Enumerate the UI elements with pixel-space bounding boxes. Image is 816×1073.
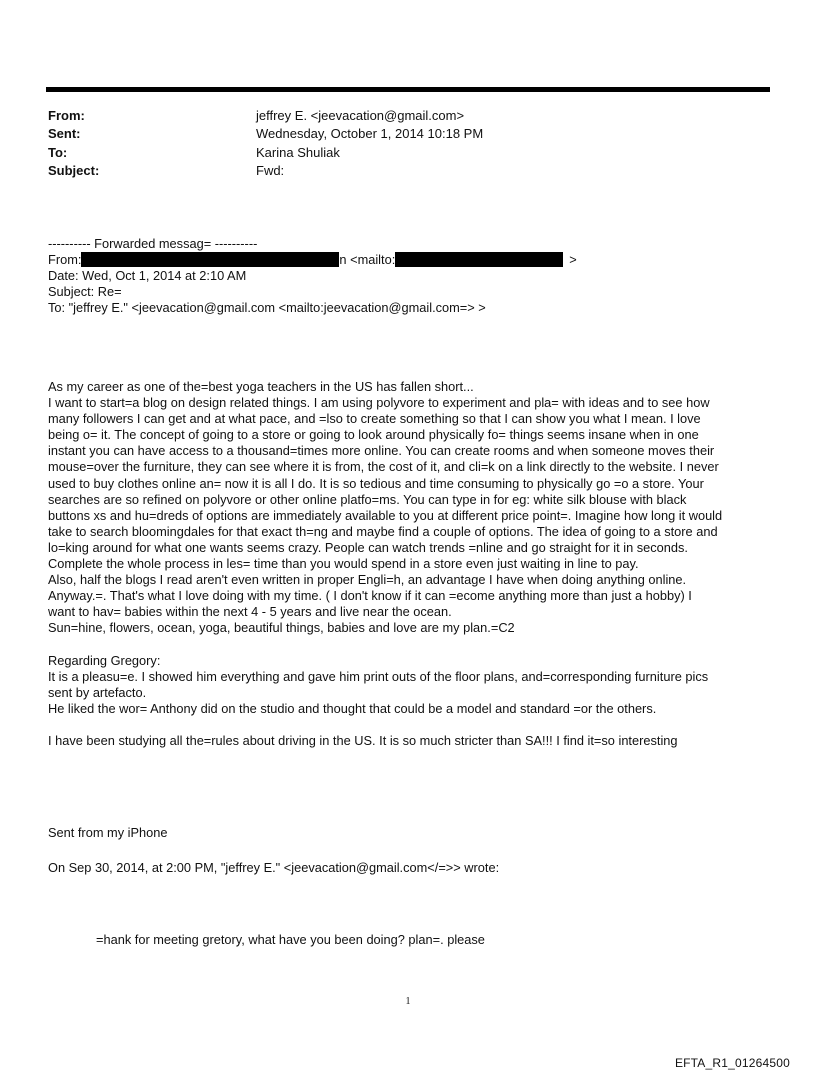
header-rule [46,87,770,92]
to-label: To: [48,145,68,160]
forwarded-from-prefix: From: [48,252,82,268]
page-number: 1 [405,996,411,1007]
body-line: It is a pleasu=e. I showed him everything and gave him print outs of the floor plans, and=corresponding furniture pics [48,668,709,684]
body-line: buttons xs and hu=dreds of options are immediately available to you at different price point=. Imagine how long it would [48,507,723,523]
redaction-block [395,252,563,267]
body-line: Regarding Gregory: [48,652,161,668]
body-line: being o= it. The concept of going to a store or going to look around physically fo= things seems insane when in one [48,427,699,443]
body-line: I want to start=a blog on design related things. I am using polyvore to experiment and pla= with ideas and to see how [48,395,710,411]
body-line: Complete the whole process in les= time than you would spend in a store even just waiting in line to pay. [48,556,639,572]
from-label: From: [48,108,85,123]
body-line: He liked the wor= Anthony did on the studio and thought that could be a model and standard =or the others. [48,700,657,716]
sent-value: Wednesday, October 1, 2014 10:18 PM [256,126,484,141]
forwarded-banner: ---------- Forwarded messag= ---------- [48,236,258,251]
body-line: want to hav= babies within the next 4 - 5 years and live near the ocean. [48,604,452,620]
quoted-message: =hank for meeting gretory, what have you been doing? plan=. please [96,932,485,947]
subject-label: Subject: [48,163,100,178]
body-line: take to search bloomingdales for that exact th=ng and maybe find a couple of options. The idea of going to a store and [48,523,718,539]
body-line: lo=king around for what one wants seems crazy. People can watch trends =nline and go straight for it in seconds. [48,539,688,555]
body-line: used to buy clothes online an= now it is all I do. It is so tedious and time consuming to physically go =o a store. Your [48,475,704,491]
message-body [48,379,773,749]
body-line: searches are so refined on polyvore or other online platfo=ms. You can type in for eg: white silk blouse with black [48,491,687,507]
document-id: EFTA_R1_01264500 [674,1056,790,1070]
forwarded-to: To: "jeffrey E." <jeevacation@gmail.com <mailto:jeevacation@gmail.com=> > [48,300,486,316]
to-value: Karina Shuliak [256,145,340,160]
body-line: I have been studying all the=rules about driving in the US. It is so much stricter than SA!!! I find it=so interesting [48,732,678,748]
forwarded-from [48,252,773,268]
signature: Sent from my iPhone [48,825,168,840]
subject-value: Fwd: [256,163,285,178]
forwarded-from-suffix: > [569,252,577,268]
body-line: Sun=hine, flowers, ocean, yoga, beautiful things, babies and love are my plan.=C2 [48,620,515,636]
redaction-block [81,252,339,267]
body-line: instant you can have access to a thousand=times more online. You can create rooms and when someone moves their [48,443,715,459]
forwarded-subject: Subject: Re= [48,284,122,300]
from-value: jeffrey E. <jeevacation@gmail.com> [256,108,465,123]
forwarded-header [48,236,773,316]
sent-label: Sent: [48,126,81,141]
body-line: many followers I can get and at what pace, and =lso to create something so that I can show you what I mean. I love [48,411,701,427]
forwarded-date: Date: Wed, Oct 1, 2014 at 2:10 AM [48,268,247,284]
body-line: sent by artefacto. [48,684,147,700]
quote-intro: On Sep 30, 2014, at 2:00 PM, "jeffrey E." <jeevacation@gmail.com</=>> wrote: [48,860,500,875]
body-line: Also, half the blogs I read aren't even written in proper Engli=h, an advantage I have when doing anything online. [48,572,687,588]
body-line: As my career as one of the=best yoga teachers in the US has fallen short... [48,379,474,394]
body-line: mouse=over the furniture, they can see where it is from, the cost of it, and cli=k on a link directly to the website. I never [48,459,719,475]
body-line: Anyway.=. That's what I love doing with my time. ( I don't know if it can =ecome anything more than just a hobby) I [48,588,692,604]
forwarded-from-mailto: n <mailto: [339,252,396,268]
